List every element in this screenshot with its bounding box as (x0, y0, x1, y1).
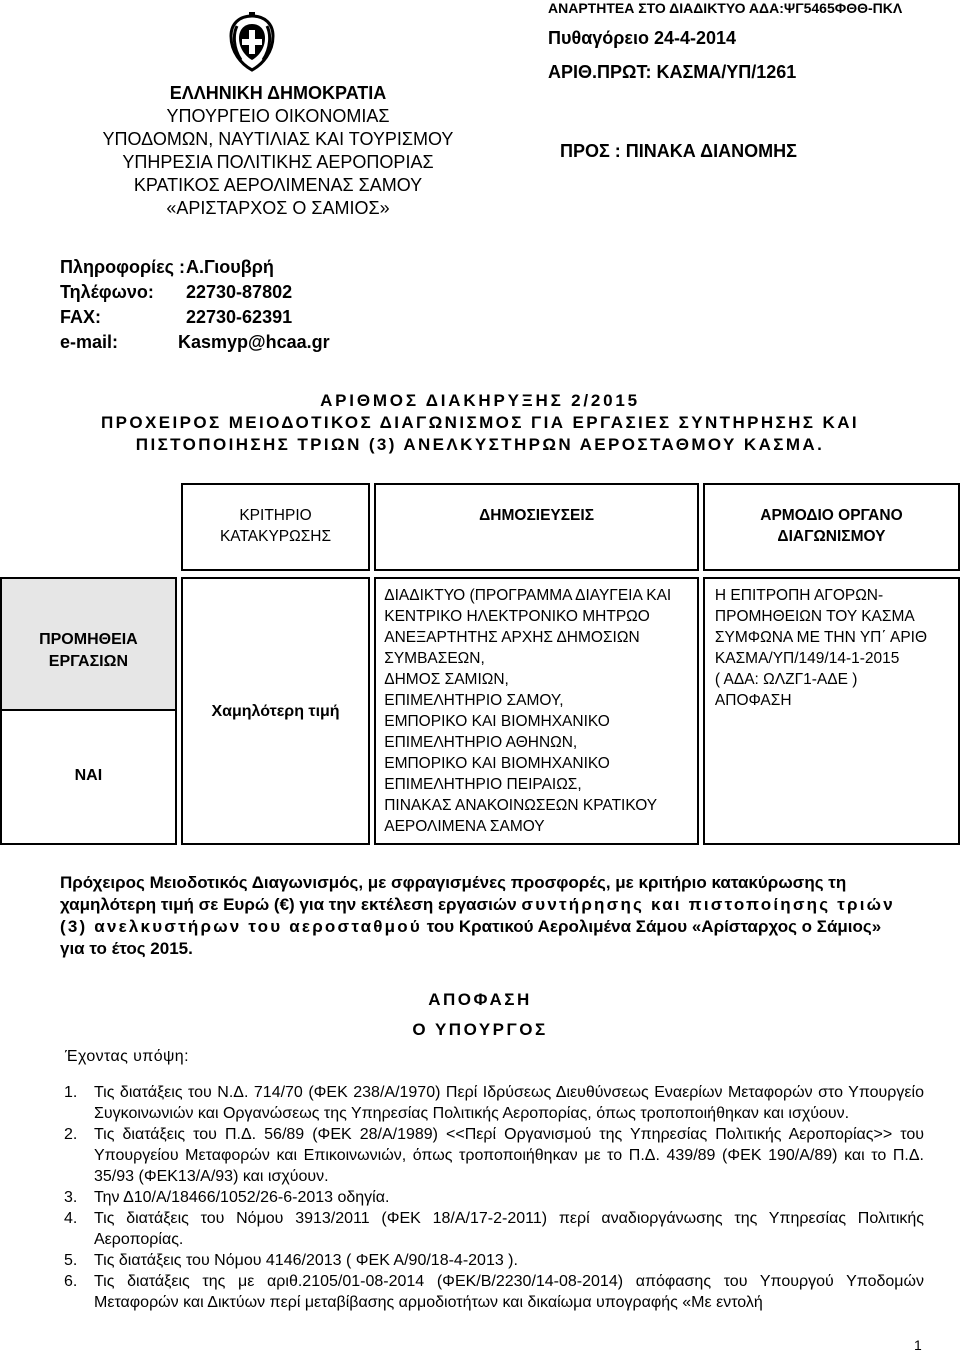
considering-label: Έχοντας υπόψη: (65, 1048, 189, 1065)
authority-line: ΚΑΣΜΑ/ΥΠ/149/14-1-2015 (714, 650, 900, 667)
decision-heading (0, 990, 960, 1040)
phone-value: 22730-87802 (186, 282, 293, 302)
email-label: e-mail: (60, 332, 119, 352)
publication-line: ΑΕΡΟΛΙΜΕΝΑ ΣΑΜΟΥ (384, 818, 545, 835)
list-item: 4. Τις διατάξεις του Νόμου 3913/2011 (ΦΕΚ 18/Α/17-2-2011) περί αναδιοργάνωσης της Υπηρεσίας Πολιτικής Αεροπορίας. (64, 1210, 924, 1248)
intro-line-spaced: συντήρησης και πιστοποίησης τριών (521, 895, 895, 914)
publications-cell (375, 578, 698, 844)
issuer-line: ΚΡΑΤΙΚΟΣ ΑΕΡΟΛΙΜΕΝΑΣ ΣΑΜΟΥ (133, 175, 423, 195)
info-value: Α.Γιουβρή (186, 257, 274, 277)
tender-summary-table (0, 483, 960, 845)
page-number: 1 (914, 1337, 922, 1353)
authority-line: Η ΕΠΙΤΡΟΠΗ ΑΓΟΡΩΝ- (714, 587, 884, 604)
list-item: 5. Τις διατάξεις του Νόμου 4146/2013 ( ΦΕΚ Α/90/18-4-2013 ). (64, 1252, 518, 1269)
document-title (40, 390, 920, 456)
place-date: Πυθαγόρειο 24-4-2014 (548, 28, 737, 48)
publication-line: ΕΠΙΜΕΛΗΤΗΡΙΟ ΑΘΗΝΩΝ, (384, 734, 578, 751)
intro-line-spaced: (3) ανελκυστήρων του αεροσταθμού (60, 917, 422, 936)
recipient: ΠΡΟΣ : ΠΙΝΑΚΑ ΔΙΑΝΟΜΗΣ (560, 141, 797, 161)
header-authority: ΑΡΜΟΔΙΟ ΟΡΓΑΝΟ ΔΙΑΓΩΝΙΣΜΟΥ (704, 484, 959, 570)
issuer-block (78, 82, 478, 220)
list-item: 3. Την Δ10/Α/18466/1052/26-6-2013 οδηγία. (64, 1189, 390, 1206)
greek-coat-of-arms-icon (227, 10, 277, 74)
publication-line: ΣΥΜΒΑΣΕΩΝ, (384, 650, 485, 667)
protocol-number: ΑΡΙΘ.ΠΡΩΤ: ΚΑΣΜΑ/ΥΠ/1261 (548, 62, 797, 82)
publication-line: ΚΕΝΤΡΙΚΟ ΗΛΕΚΤΡΟΝΙΚΟ ΜΗΤΡΩΟ (384, 608, 650, 625)
email-value: Kasmyp@hcaa.gr (178, 332, 330, 352)
row-value: ΝΑΙ (74, 767, 103, 784)
intro-line: για το έτος 2015. (60, 939, 193, 958)
criterion-value: Χαμηλότερη τιμή (182, 578, 369, 844)
title-line: ΑΡΙΘΜΟΣ ΔΙΑΚΗΡΥΞΗΣ 2/2015 (320, 391, 640, 410)
issuer-line: «ΑΡΙΣΤΑΡΧΟΣ Ο ΣΑΜΙΟΣ» (166, 198, 390, 218)
title-line: ΠΡΟΧΕΙΡΟΣ ΜΕΙΟΔΟΤΙΚΟΣ ΔΙΑΓΩΝΙΣΜΟΣ ΓΙΑ ΕΡΓΑΣΙΕΣ ΣΥΝΤΗΡΗΣΗΣ ΚΑΙ (100, 413, 860, 432)
list-item: 2. Τις διατάξεις του Π.Δ. 56/89 (ΦΕΚ 28/Α/1989) <<Περί Οργανισμού της Υπηρεσίας Πολιτικής Αεροπορίας>> του Υπουργείου Μεταφορών και Επικοινωνιών, όπως τροποποιήθηκαν με το Π.Δ. 439/89 (ΦΕΚ 190/Α/89) και το Π.Δ. 35/93 (ΦΕΚ13/Α/93) και ισχύουν. (64, 1126, 924, 1185)
publication-line: ΕΜΠΟΡΙΚΟ ΚΑΙ ΒΙΟΜΗΧΑΝΙΚΟ (384, 755, 610, 772)
authority-line: ΠΡΟΜΗΘΕΙΩΝ ΤΟΥ ΚΑΣΜΑ (714, 608, 915, 625)
publication-line: ΕΜΠΟΡΙΚΟ ΚΑΙ ΒΙΟΜΗΧΑΝΙΚΟ (384, 713, 610, 730)
decision-title: ΑΠΟΦΑΣΗ (428, 990, 532, 1009)
posted-notice: ΑΝΑΡΤΗΤΕΑ ΣΤΟ ΔΙΑΔΙΚΤΥΟ ΑΔΑ:ΨΓ5465ΦΘΘ-ΠΚΛ (548, 0, 903, 16)
header-criterion: ΚΡΙΤΗΡΙΟ ΚΑΤΑΚΥΡΩΣΗΣ (182, 484, 369, 570)
row-label: ΠΡΟΜΗΘΕΙΑ ΕΡΓΑΣΙΩΝ (2, 579, 175, 711)
publication-line: ΕΠΙΜΕΛΗΤΗΡΙΟ ΣΑΜΟΥ, (384, 692, 564, 709)
issuer-line: ΥΠΟΥΡΓΕΙΟ ΟΙΚΟΝΟΜΙΑΣ (166, 106, 390, 126)
header-publications: ΔΗΜΟΣΙΕΥΣΕΙΣ (375, 484, 698, 570)
authority-line: ( ΑΔΑ: ΩΛΖΓ1-ΑΔΕ ) (714, 671, 858, 688)
decision-authority: Ο ΥΠΟΥΡΓΟΣ (412, 1020, 548, 1039)
title-line: ΠΙΣΤΟΠΟΙΗΣΗΣ ΤΡΙΩΝ (3) ΑΝΕΛΚΥΣΤΗΡΩΝ ΑΕΡΟΣΤΑΘΜΟΥ ΚΑΣΜΑ. (135, 435, 825, 454)
intro-paragraph (60, 872, 930, 960)
info-label: Πληροφορίες : (60, 257, 186, 277)
issuer-line: ΕΛΛΗΝΙΚΗ ΔΗΜΟΚΡΑΤΙΑ (169, 83, 387, 103)
fax-label: FAX: (60, 307, 102, 327)
intro-line: του Κρατικού Αερολιμένα Σάμου «Αρίσταρχος ο Σάμιος» (426, 917, 882, 936)
intro-line: χαμηλότερη τιμή σε Ευρώ (€) για την εκτέλεση εργασιών (60, 895, 517, 914)
issuer-line: ΥΠΗΡΕΣΙΑ ΠΟΛΙΤΙΚΗΣ ΑΕΡΟΠΟΡΙΑΣ (122, 152, 434, 172)
publication-line: ΑΝΕΞΑΡΤΗΤΗΣ ΑΡΧΗΣ ΔΗΜΟΣΙΩΝ (384, 629, 640, 646)
publication-line: ΔΗΜΟΣ ΣΑΜΙΩΝ, (384, 671, 509, 688)
legal-basis-list (64, 1082, 924, 1313)
authority-line: ΣΥΜΦΩΝΑ ΜΕ ΤΗΝ ΥΠ΄ ΑΡΙΘ (714, 629, 928, 646)
phone-label: Τηλέφωνο: (60, 282, 154, 302)
row-label-cell (1, 578, 176, 844)
authority-line: ΑΠΟΦΑΣΗ (714, 692, 792, 709)
publication-line: ΠΙΝΑΚΑΣ ΑΝΑΚΟΙΝΩΣΕΩΝ ΚΡΑΤΙΚΟΥ (384, 797, 658, 814)
list-item: 6. Τις διατάξεις της με αριθ.2105/01-08-2014 (ΦΕΚ/Β/2230/14-08-2014) απόφασης του Υπουργού Υποδομών Μεταφορών και Δικτύων περί μεταβίβασης αρμοδιοτήτων και δικαίωμα υπογραφής «Με εντολή (64, 1273, 924, 1311)
authority-cell (704, 578, 959, 844)
publication-line: ΔΙΑΔΙΚΤΥΟ (ΠΡΟΓΡΑΜΜΑ ΔΙΑΥΓΕΙΑ ΚΑΙ (384, 587, 672, 604)
issuer-line: ΥΠΟΔΟΜΩΝ, ΝΑΥΤΙΛΙΑΣ ΚΑΙ ΤΟΥΡΙΣΜΟΥ (102, 129, 454, 149)
intro-line: Πρόχειρος Μειοδοτικός Διαγωνισμός, με σφραγισμένες προσφορές, με κριτήριο κατακύρωσης τη (60, 873, 847, 892)
list-item: 1. Τις διατάξεις του Ν.Δ. 714/70 (ΦΕΚ 238/Α/1970) Περί Ιδρύσεως Διευθύνσεως Εναερίων Μεταφορών στο Υπουργείο Συγκοινωνιών και Οργανώσεως της Υπηρεσίας Πολιτικής Αεροπορίας, όπως τροποποιήθηκαν και ισχύουν. (64, 1084, 924, 1122)
fax-value: 22730-62391 (186, 307, 293, 327)
contact-block (60, 255, 330, 355)
publication-line: ΕΠΙΜΕΛΗΤΗΡΙΟ ΠΕΙΡΑΙΩΣ, (384, 776, 582, 793)
